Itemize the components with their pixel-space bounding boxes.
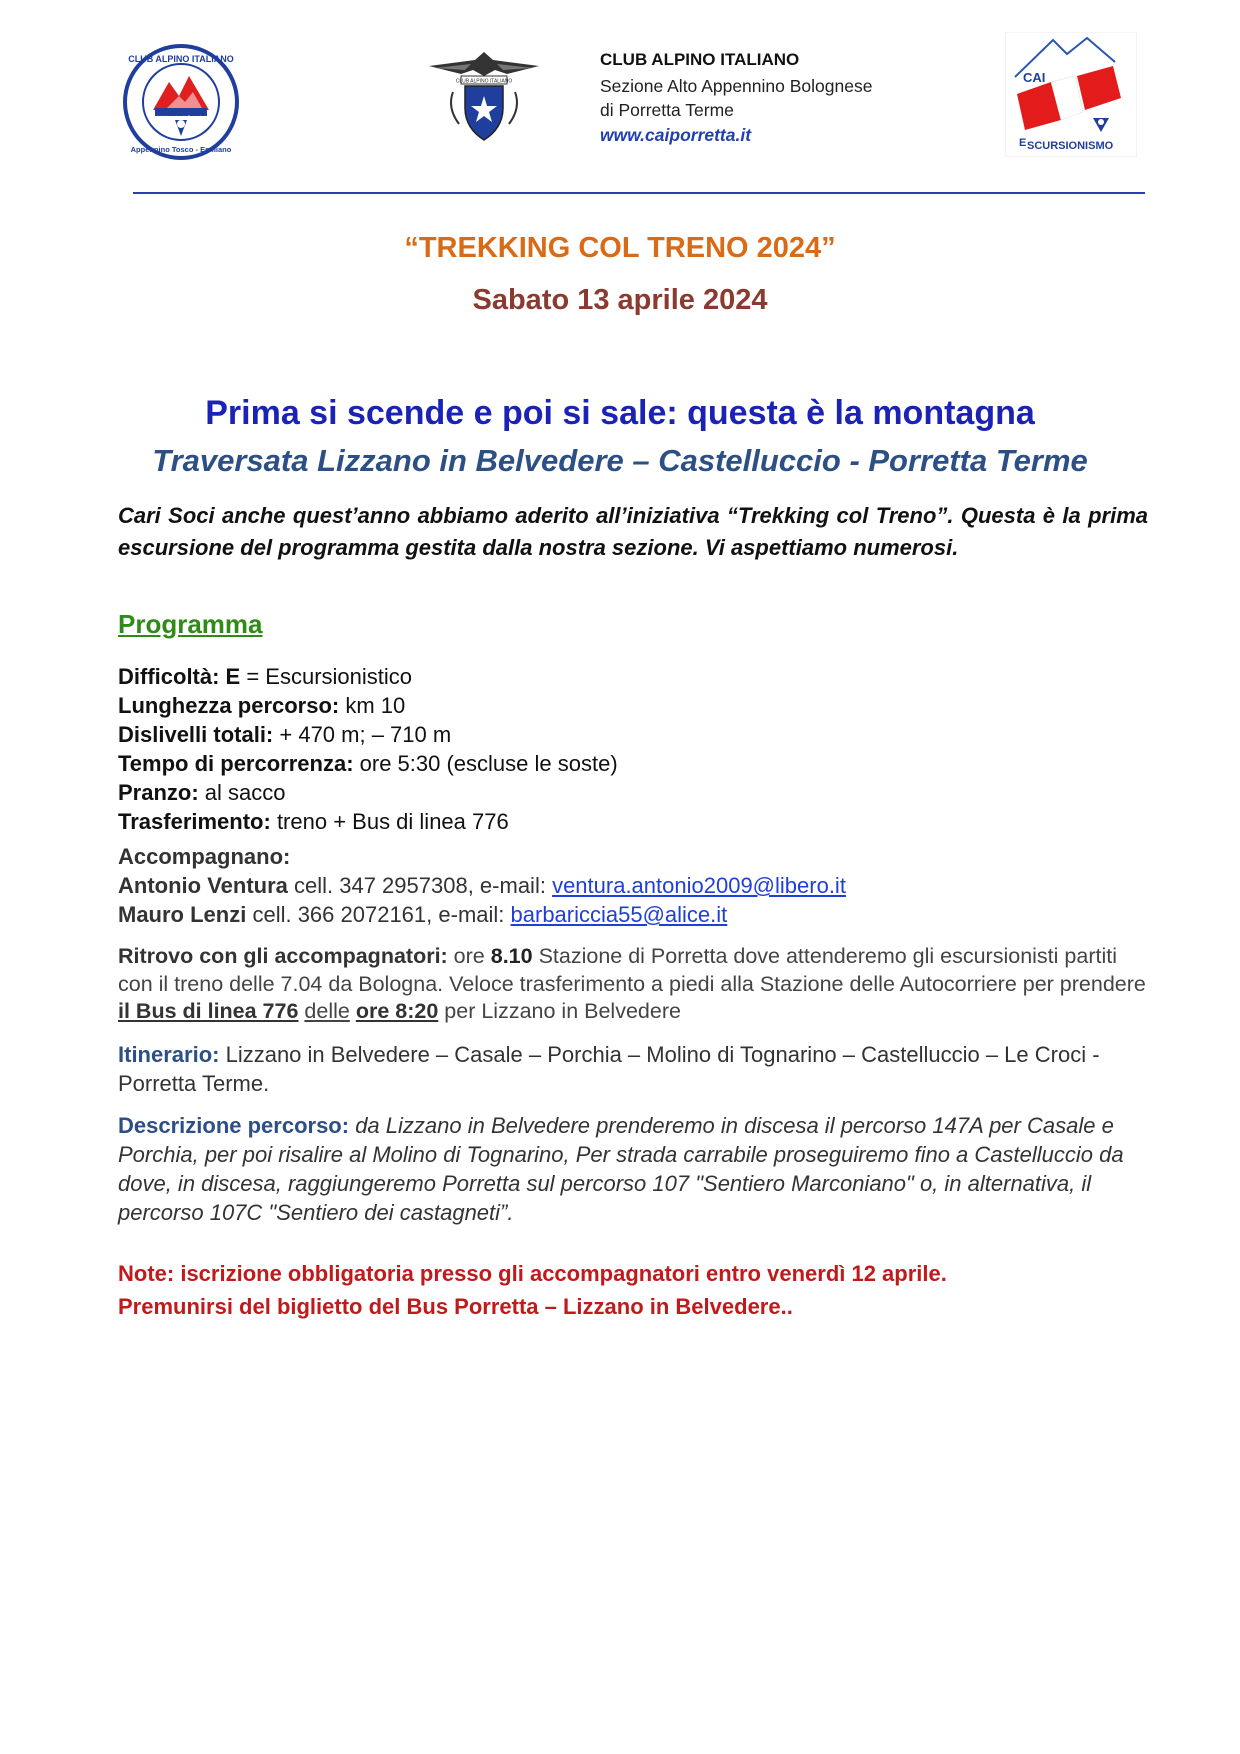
- detail-transfer: Trasferimento: treno + Bus di linea 776: [118, 809, 509, 834]
- club-name: CLUB ALPINO ITALIANO: [600, 50, 800, 69]
- header-divider: [133, 192, 1145, 194]
- event-title: “TREKKING COL TRENO 2024”: [404, 232, 836, 264]
- svg-text:E: E: [1019, 137, 1027, 149]
- detail-duration: Tempo di percorrenza: ore 5:30 (escluse le soste): [118, 751, 618, 776]
- itinerary-paragraph: Itinerario: Lizzano in Belvedere – Casale – Porchia – Molino di Tognarino – Castelluccio – Le Croci - Porretta Terme.: [118, 1042, 1100, 1096]
- guide-row: Mauro Lenzi cell. 366 2072161, e-mail: barbariccia55@alice.it: [118, 902, 728, 927]
- club-town: di Porretta Terme: [600, 100, 734, 120]
- svg-text:CLUB ALPINO ITALIANO: CLUB ALPINO ITALIANO: [128, 54, 234, 64]
- headline: Prima si scende e poi si sale: questa è la montagna: [205, 394, 1035, 432]
- programma-heading: Programma: [118, 609, 263, 639]
- note-registration: Note: iscrizione obbligatoria presso gli accompagnatori entro venerdì 12 aprile.: [118, 1261, 947, 1286]
- cai-escursionismo-logo: [1005, 32, 1137, 157]
- intro-paragraph: Cari Soci anche quest’anno abbiamo aderito all’iniziativa “Trekking col Treno”. Questa è la prima escursione del programma gestita dalla nostra sezione. Vi aspettiamo numerosi.: [118, 503, 1148, 560]
- guide-email-link[interactable]: ventura.antonio2009@libero.it: [552, 873, 846, 898]
- club-section: Sezione Alto Appennino Bolognese: [600, 76, 873, 96]
- detail-difficulty: Difficoltà: E = Escursionistico: [118, 664, 413, 689]
- cai-school-logo: [123, 44, 239, 160]
- svg-text:Appennino Tosco - Emiliano: Appennino Tosco - Emiliano: [130, 145, 232, 154]
- guide-email-link[interactable]: barbariccia55@alice.it: [510, 902, 728, 927]
- note-ticket: Premunirsi del biglietto del Bus Porretta – Lizzano in Belvedere..: [118, 1294, 793, 1319]
- svg-text:SCURSIONISMO: SCURSIONISMO: [1027, 140, 1114, 152]
- route-title: Traversata Lizzano in Belvedere – Castelluccio - Porretta Terme: [152, 443, 1088, 478]
- guide-row: Antonio Ventura cell. 347 2957308, e-mail: ventura.antonio2009@libero.it: [118, 873, 846, 898]
- meeting-point-paragraph: Ritrovo con gli accompagnatori: ore 8.10 Stazione di Porretta dove attenderemo gli escursionisti partiti con il treno delle 7.04 da Bologna. Veloce trasferimento a piedi alla Stazione delle Autocorriere per prendere il Bus di linea 776 delle ore 8:20 per Lizzano in Belvedere: [118, 944, 1146, 1023]
- cai-eagle-logo: [425, 48, 543, 144]
- club-website-link[interactable]: www.caiporretta.it: [600, 125, 752, 145]
- detail-lunch: Pranzo: al sacco: [118, 780, 286, 805]
- detail-elevation: Dislivelli totali: + 470 m; – 710 m: [118, 722, 452, 747]
- route-description-paragraph: Descrizione percorso: da Lizzano in Belvedere prenderemo in discesa il percorso 147A per Casale e Porchia, per poi risalire al Molino di Tognarino, Per strada carrabile proseguiremo fino a Castelluccio da dove, in discesa, raggiungeremo Porretta sul percorso 107 "Sentiero Marconiano" o, in alternativa, il percorso 107C "Sentiero dei castagneti”.: [118, 1113, 1124, 1225]
- svg-text:CAI: CAI: [1023, 70, 1046, 85]
- detail-length: Lunghezza percorso: km 10: [118, 693, 406, 718]
- svg-text:Scuola Intersezionale Escursio: Scuola Intersezionale Escursionismo: [148, 114, 214, 119]
- event-date: Sabato 13 aprile 2024: [472, 284, 768, 316]
- svg-text:CLUB ALPINO ITALIANO: CLUB ALPINO ITALIANO: [455, 78, 513, 85]
- accompagnano-heading: Accompagnano:: [118, 844, 291, 869]
